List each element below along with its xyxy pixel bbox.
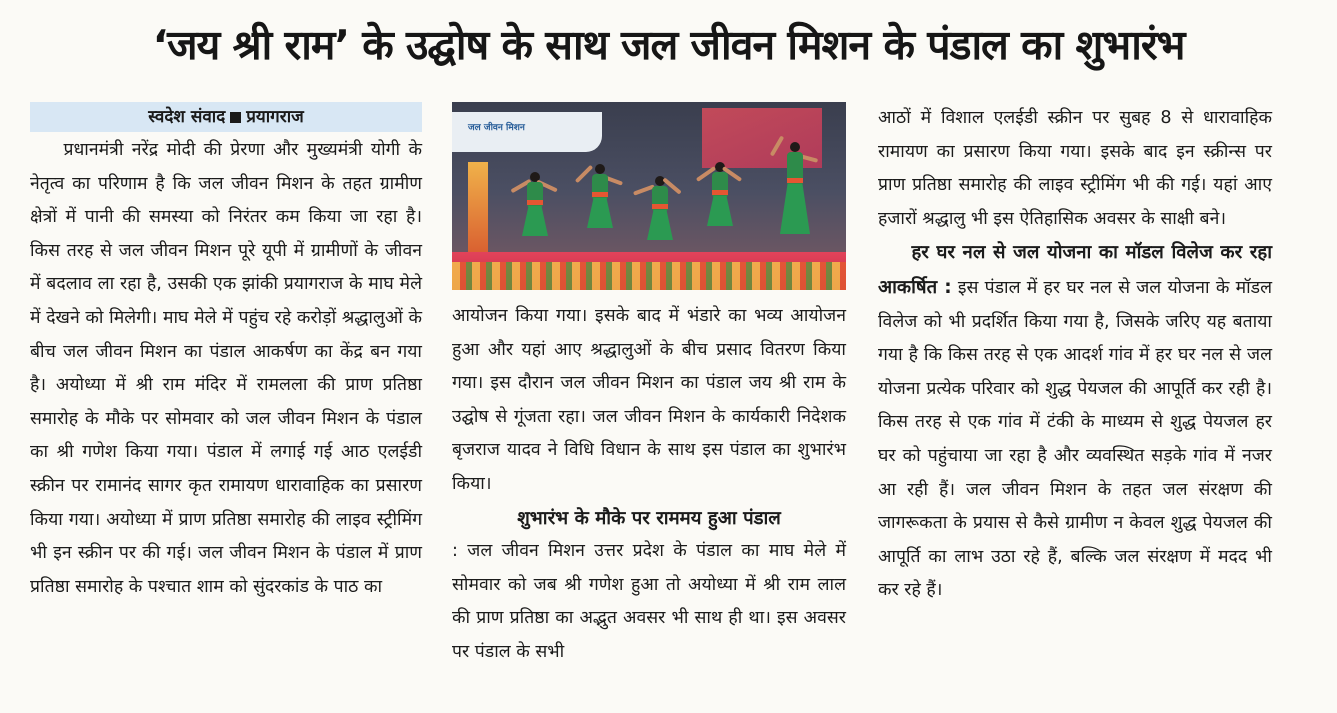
column-3-paragraph-1: आठों में विशाल एलईडी स्क्रीन पर सुबह 8 से धारावाहिक रामायण का प्रसारण किया गया। इसके बाद इन स्क्रीन्स पर प्राण प्रतिष्ठा समारोह की लाइव स्ट्रीमिंग भी की गई। यहां आए हजारों श्रद्धालु भी इस ऐतिहासिक अवसर के साक्षी बने। <box>878 108 1272 229</box>
column-1-paragraph: प्रधानमंत्री नरेंद्र मोदी की प्रेरणा और मुख्यमंत्री योगी के नेतृत्व का परिणाम है कि जल जीवन मिशन के तहत ग्रामीण क्षेत्रों में पानी की समस्या को निरंतर कम किया जा रहा है। किस तरह से जल जीवन मिशन पूरे यूपी में ग्रामीणों के जीवन में बदलाव ला रहा है, उसकी एक झांकी प्रयागराज के माघ मेले में देखने को मिलेगी। माघ मेले में पहुंच रहे करोड़ों श्रद्धालुओं के बीच जल जीवन मिशन का पंडाल आकर्षण का केंद्र बन गया है। अयोध्या में श्री राम मंदिर में रामलला की प्राण प्रतिष्ठा समारोह के मौके पर सोमवार को जल जीवन मिशन के पंडाल का श्री गणेश किया गया। पंडाल में लगाई गई आठ एलईडी स्क्रीन पर रामानंद सागर कृत रामायण धारावाहिक का प्रसारण किया गया। अयोध्या में प्राण प्रतिष्ठा समारोह की लाइव स्ट्रीमिंग भी इन स्क्रीन पर की गई। जल जीवन मिशन के पंडाल में प्राण प्रतिष्ठा समारोह के पश्चात शाम को सुंदरकांड के पाठ का <box>30 140 422 597</box>
column-2-paragraph-1: आयोजन किया गया। इसके बाद में भंडारे का भव्य आयोजन हुआ और यहां आए श्रद्धालुओं के बीच प्रसाद वितरण किया गया। इस दौरान जल जीवन मिशन का पंडाल जय श्री राम के उद्घोष से गूंजता रहा। जल जीवन मिशन के कार्यकारी निदेशक बृजराज यादव ने विधि विधान के साथ इस पंडाल का शुभारंभ किया। <box>452 306 846 494</box>
byline-place: प्रयागराज <box>246 107 304 127</box>
headline: ‘जय श्री राम’ के उद्घोष के साथ जल जीवन मिशन के पंडाल का शुभारंभ <box>152 21 1185 69</box>
column-3-subhead: हर घर नल से जल योजना का मॉडल विलेज कर रहा आकर्षित : <box>878 242 1272 298</box>
column-2 <box>452 300 846 670</box>
column-3 <box>878 102 1272 608</box>
photo-flower-border <box>452 262 846 290</box>
photo-flower-pillar <box>468 162 488 262</box>
square-bullet-icon <box>230 112 241 123</box>
column-2-subhead: शुभारंभ के मौके पर राममय हुआ पंडाल <box>517 507 781 529</box>
column-3-paragraph-2-text: इस पंडाल में हर घर नल से जल योजना के मॉडल विलेज को भी प्रदर्शित किया गया है, जिसके जरिए यह बताया गया है कि किस तरह से एक आदर्श गांव में हर घर नल से जल योजना प्रत्येक परिवार को शुद्ध पेयजल की आपूर्ति कर रही है। किस तरह से एक गांव में टंकी के माध्यम से शुद्ध पेयजल हर घर को पहुंचाया जा रहा है और व्यवस्थित सड़के गांव में नजर आ रही हैं। जल जीवन मिशन के तहत जल संरक्षण की जागरूकता के प्रयास से कैसे ग्रामीण न केवल शुद्ध पेयजल की आपूर्ति का लाभ उठा रहे हैं, बल्कि जल संरक्षण में मदद भी कर रहे हैं। <box>878 277 1273 601</box>
photo-banner-text: जल जीवन मिशन <box>468 123 525 133</box>
byline <box>30 102 422 132</box>
column-2-paragraph-2: : जल जीवन मिशन उत्तर प्रदेश के पंडाल का माघ मेले में सोमवार को जब श्री गणेश हुआ तो अयोध्या में श्री राम लाल की प्राण प्रतिष्ठा का अद्भुत अवसर भी साथ ही था। इस अवसर पर पंडाल के सभी <box>452 541 846 662</box>
column-1 <box>30 102 422 604</box>
byline-source: स्वदेश संवाद <box>148 107 226 127</box>
column-3-paragraph-2 <box>878 236 1272 608</box>
article-photo <box>452 102 846 290</box>
